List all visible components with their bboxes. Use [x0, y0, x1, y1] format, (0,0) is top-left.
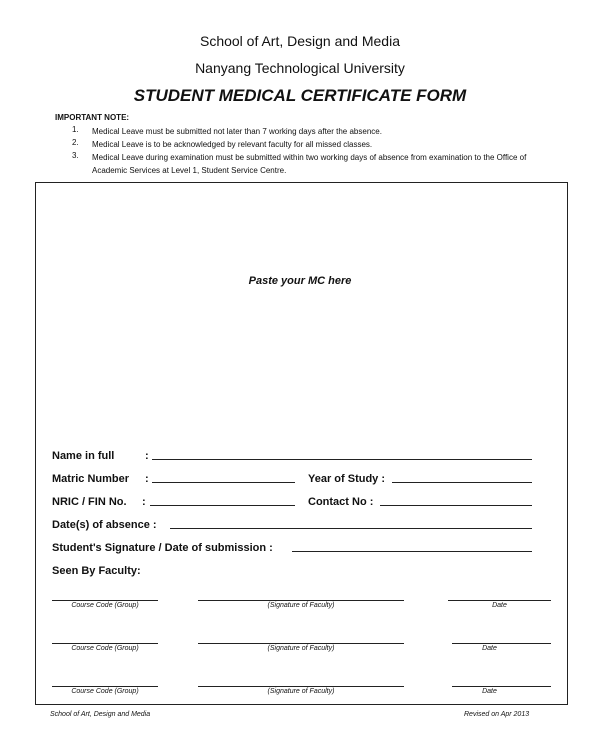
contact-field[interactable] [380, 505, 532, 506]
date-caption: Date [482, 688, 497, 695]
faculty-signature-line[interactable] [198, 600, 404, 601]
date-line[interactable] [452, 643, 551, 644]
matric-colon: : [145, 473, 149, 485]
course-code-caption: Course Code (Group) [71, 602, 139, 609]
university-name: Nanyang Technological University [195, 60, 405, 76]
faculty-signature-caption: (Signature of Faculty) [267, 602, 335, 609]
date-caption: Date [482, 645, 497, 652]
year-field[interactable] [392, 482, 532, 483]
course-code-caption: Course Code (Group) [71, 645, 139, 652]
date-line[interactable] [452, 686, 551, 687]
nric-label: NRIC / FIN No. [52, 496, 127, 508]
contact-label: Contact No : [308, 496, 374, 508]
dates-absence-label: Date(s) of absence : [52, 519, 157, 531]
course-code-caption: Course Code (Group) [71, 688, 139, 695]
note-number: 2. [72, 138, 79, 147]
form-title: STUDENT MEDICAL CERTIFICATE FORM [133, 86, 467, 105]
course-code-line[interactable] [52, 643, 158, 644]
note-text: Medical Leave must be submitted not later than 7 working days after the absence. [92, 127, 382, 136]
nric-field[interactable] [150, 505, 295, 506]
course-code-line[interactable] [52, 600, 158, 601]
school-name: School of Art, Design and Media [199, 33, 400, 49]
important-note-heading: IMPORTANT NOTE: [55, 113, 130, 122]
footer-revised: Revised on Apr 2013 [464, 711, 530, 718]
note-text: Medical Leave is to be acknowledged by relevant faculty for all missed classes. [92, 140, 373, 149]
note-text: Medical Leave during examination must be submitted within two working days of absence from examination to the Office of Academic Services at Level 1, Student Service Centre. [92, 153, 527, 175]
nric-colon: : [142, 496, 146, 508]
mc-paste-box [35, 182, 568, 705]
footer-school: School of Art, Design and Media [50, 711, 151, 718]
name-field[interactable] [152, 459, 532, 460]
faculty-signature-caption: (Signature of Faculty) [267, 645, 335, 652]
date-line[interactable] [448, 600, 551, 601]
date-caption: Date [492, 602, 507, 609]
faculty-signature-line[interactable] [198, 686, 404, 687]
year-label: Year of Study : [308, 473, 386, 485]
seen-by-faculty-label: Seen By Faculty: [52, 565, 141, 577]
faculty-signature-caption: (Signature of Faculty) [267, 688, 335, 695]
student-signature-field[interactable] [292, 551, 532, 552]
name-label: Name in full [52, 450, 115, 462]
course-code-line[interactable] [52, 686, 158, 687]
student-signature-label: Student's Signature / Date of submission : [52, 542, 273, 554]
note-number: 1. [72, 125, 79, 134]
note-number: 3. [72, 151, 79, 160]
matric-field[interactable] [152, 482, 295, 483]
paste-mc-label: Paste your MC here [248, 275, 352, 287]
matric-label: Matric Number [52, 473, 130, 485]
faculty-signature-line[interactable] [198, 643, 404, 644]
dates-absence-field[interactable] [170, 528, 532, 529]
name-colon: : [145, 450, 149, 462]
